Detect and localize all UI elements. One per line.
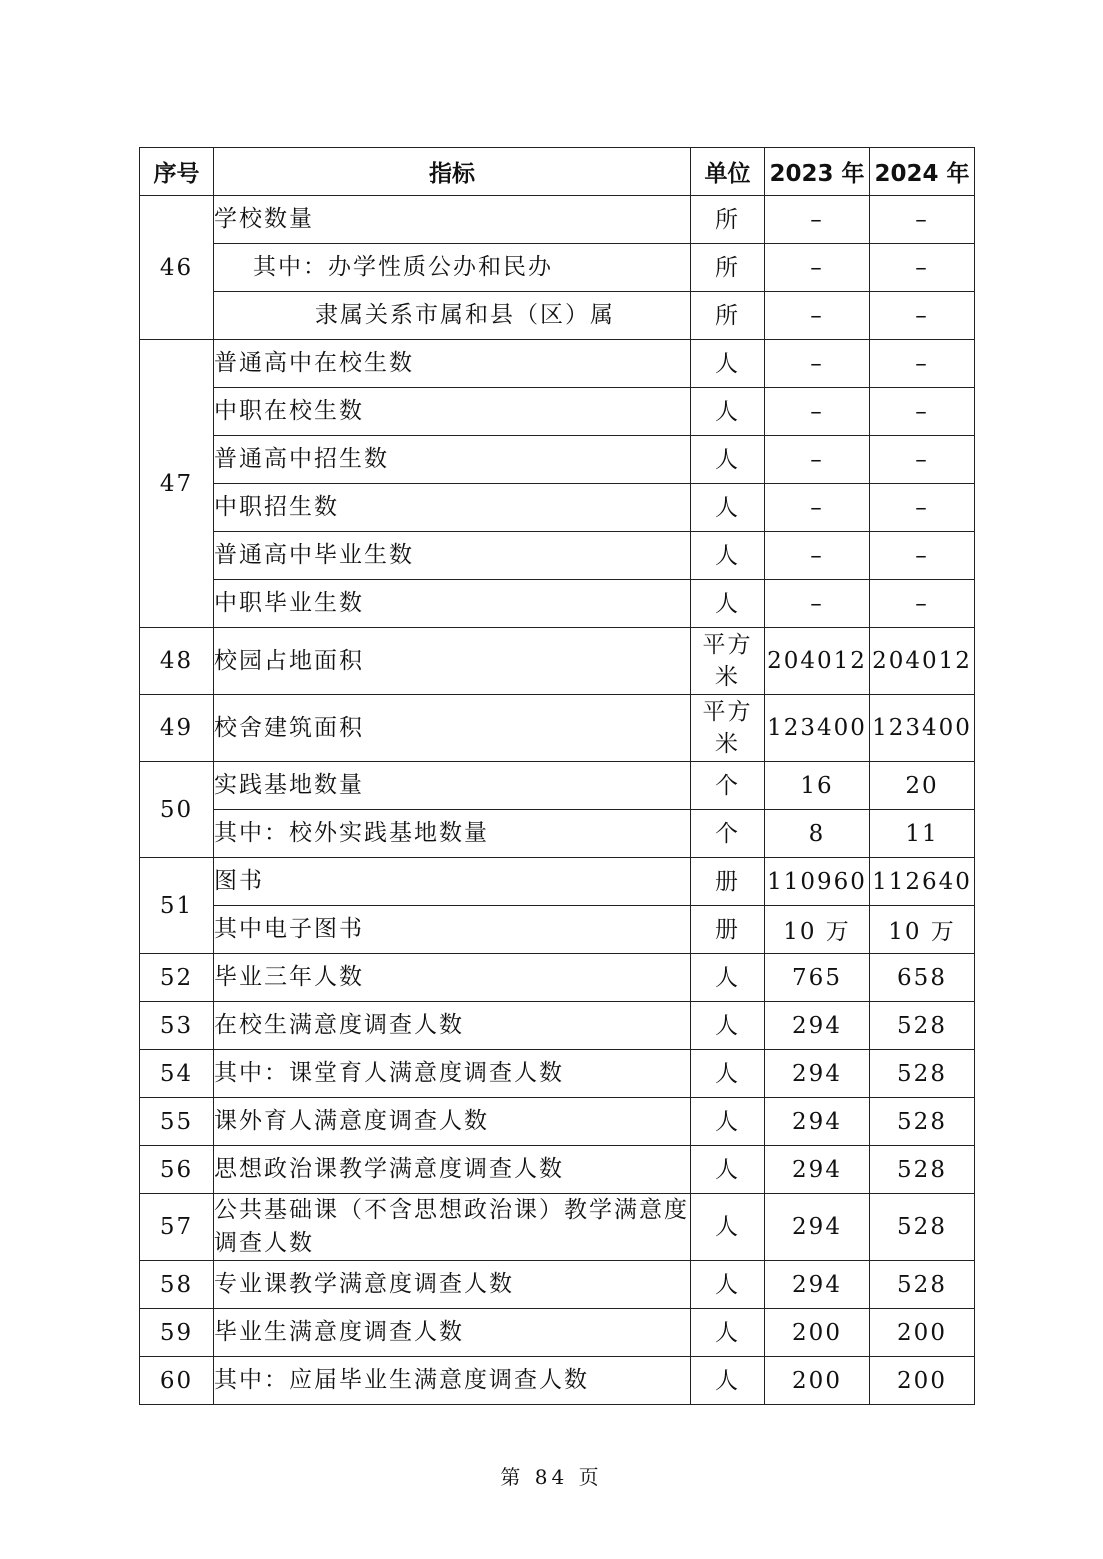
value-2024-cell: 112640 [870,858,975,906]
indicator-cell: 毕业生满意度调查人数 [214,1309,691,1357]
table-row [140,858,975,906]
unit-cell: 人 [691,1098,765,1146]
indicator-cell: 实践基地数量 [214,762,691,810]
value-2024-cell: – [870,388,975,436]
header-indicator: 指标 [214,148,691,196]
value-2023-cell: – [765,388,870,436]
table-row [140,954,975,1002]
indicator-cell: 普通高中招生数 [214,436,691,484]
table-row [140,340,975,388]
table-row [140,1098,975,1146]
unit-cell: 个 [691,810,765,858]
value-2024-cell: – [870,436,975,484]
table-row [140,628,975,695]
unit-cell: 人 [691,1146,765,1194]
table-row [140,1002,975,1050]
indicator-cell: 其中电子图书 [214,906,691,954]
table-row [140,436,975,484]
unit-cell: 所 [691,196,765,244]
serial-cell: 46 [140,196,214,340]
value-2024-cell: – [870,580,975,628]
table-row [140,244,975,292]
indicator-cell: 中职在校生数 [214,388,691,436]
value-2024-cell: – [870,196,975,244]
value-2023-cell: 16 [765,762,870,810]
unit-cell: 人 [691,1309,765,1357]
value-2023-cell: 110960 [765,858,870,906]
indicator-cell: 其中：校外实践基地数量 [214,810,691,858]
table-row [140,388,975,436]
indicator-cell: 中职毕业生数 [214,580,691,628]
indicator-cell: 中职招生数 [214,484,691,532]
unit-cell: 个 [691,762,765,810]
serial-cell: 49 [140,695,214,762]
indicator-cell: 其中：应届毕业生满意度调查人数 [214,1357,691,1405]
unit-cell: 人 [691,1194,765,1261]
table-body [140,196,975,1405]
table-row [140,810,975,858]
table-row [140,1261,975,1309]
value-2024-cell: 20 [870,762,975,810]
indicator-cell: 隶属关系市属和县（区）属 [214,292,691,340]
serial-cell: 57 [140,1194,214,1261]
unit-cell: 所 [691,292,765,340]
header-unit: 单位 [691,148,765,196]
unit-cell: 人 [691,954,765,1002]
value-2024-cell: 528 [870,1146,975,1194]
value-2023-cell: 294 [765,1194,870,1261]
indicator-cell: 在校生满意度调查人数 [214,1002,691,1050]
value-2023-cell: – [765,436,870,484]
serial-cell: 56 [140,1146,214,1194]
unit-cell: 人 [691,436,765,484]
value-2023-cell: – [765,340,870,388]
value-2023-cell: – [765,196,870,244]
value-2023-cell: – [765,532,870,580]
value-2023-cell: 200 [765,1357,870,1405]
indicator-cell: 校园占地面积 [214,628,691,695]
table-header-row [140,148,975,196]
statistics-table [139,147,975,1405]
table-row [140,532,975,580]
value-2023-cell: 765 [765,954,870,1002]
value-2023-cell: – [765,580,870,628]
value-2024-cell: 528 [870,1050,975,1098]
value-2024-cell: 528 [870,1098,975,1146]
indicator-cell: 公共基础课（不含思想政治课）教学满意度调查人数 [214,1194,691,1261]
indicator-cell: 毕业三年人数 [214,954,691,1002]
indicator-cell: 普通高中毕业生数 [214,532,691,580]
value-2024-cell: 11 [870,810,975,858]
table-row [140,196,975,244]
serial-cell: 47 [140,340,214,628]
serial-cell: 59 [140,1309,214,1357]
value-2024-cell: – [870,292,975,340]
indicator-cell: 思想政治课教学满意度调查人数 [214,1146,691,1194]
indicator-cell: 其中：课堂育人满意度调查人数 [214,1050,691,1098]
serial-cell: 48 [140,628,214,695]
value-2024-cell: 658 [870,954,975,1002]
table-row [140,1194,975,1261]
serial-cell: 53 [140,1002,214,1050]
header-2024: 2024 年 [870,148,975,196]
value-2023-cell: 10 万 [765,906,870,954]
table-row [140,695,975,762]
table-row [140,1309,975,1357]
unit-cell: 人 [691,532,765,580]
value-2023-cell: 123400 [765,695,870,762]
unit-cell: 人 [691,580,765,628]
value-2023-cell: 200 [765,1309,870,1357]
unit-cell: 人 [691,1002,765,1050]
value-2024-cell: 528 [870,1261,975,1309]
value-2024-cell: – [870,484,975,532]
value-2024-cell: 528 [870,1194,975,1261]
serial-cell: 60 [140,1357,214,1405]
value-2023-cell: 294 [765,1050,870,1098]
unit-cell: 人 [691,1357,765,1405]
indicator-cell: 专业课教学满意度调查人数 [214,1261,691,1309]
serial-cell: 51 [140,858,214,954]
value-2023-cell: – [765,292,870,340]
indicator-cell: 校舍建筑面积 [214,695,691,762]
value-2023-cell: 8 [765,810,870,858]
unit-cell: 人 [691,388,765,436]
serial-cell: 55 [140,1098,214,1146]
value-2024-cell: 10 万 [870,906,975,954]
value-2024-cell: – [870,340,975,388]
unit-cell: 人 [691,1050,765,1098]
table-row [140,1146,975,1194]
indicator-cell: 普通高中在校生数 [214,340,691,388]
value-2024-cell: – [870,244,975,292]
header-serial: 序号 [140,148,214,196]
table-row [140,292,975,340]
indicator-cell: 课外育人满意度调查人数 [214,1098,691,1146]
page-number: 第 84 页 [500,1465,603,1489]
table-row [140,484,975,532]
table-row [140,1050,975,1098]
value-2023-cell: 294 [765,1146,870,1194]
value-2024-cell: 200 [870,1357,975,1405]
indicator-cell: 学校数量 [214,196,691,244]
unit-cell: 人 [691,1261,765,1309]
serial-cell: 54 [140,1050,214,1098]
value-2023-cell: 294 [765,1098,870,1146]
header-2023: 2023 年 [765,148,870,196]
table-row [140,906,975,954]
unit-cell: 人 [691,340,765,388]
table-row [140,1357,975,1405]
indicator-cell: 图书 [214,858,691,906]
serial-cell: 50 [140,762,214,858]
unit-cell: 所 [691,244,765,292]
value-2024-cell: 204012 [870,628,975,695]
unit-cell: 人 [691,484,765,532]
unit-cell: 册 [691,906,765,954]
value-2023-cell: 204012 [765,628,870,695]
value-2024-cell: 528 [870,1002,975,1050]
value-2023-cell: 294 [765,1261,870,1309]
unit-cell: 册 [691,858,765,906]
value-2024-cell: 123400 [870,695,975,762]
value-2023-cell: – [765,244,870,292]
serial-cell: 58 [140,1261,214,1309]
table-row [140,762,975,810]
value-2024-cell: – [870,532,975,580]
value-2023-cell: 294 [765,1002,870,1050]
unit-cell: 平方米 [691,628,765,695]
indicator-cell: 其中：办学性质公办和民办 [214,244,691,292]
serial-cell: 52 [140,954,214,1002]
value-2024-cell: 200 [870,1309,975,1357]
value-2023-cell: – [765,484,870,532]
unit-cell: 平方米 [691,695,765,762]
table-row [140,580,975,628]
